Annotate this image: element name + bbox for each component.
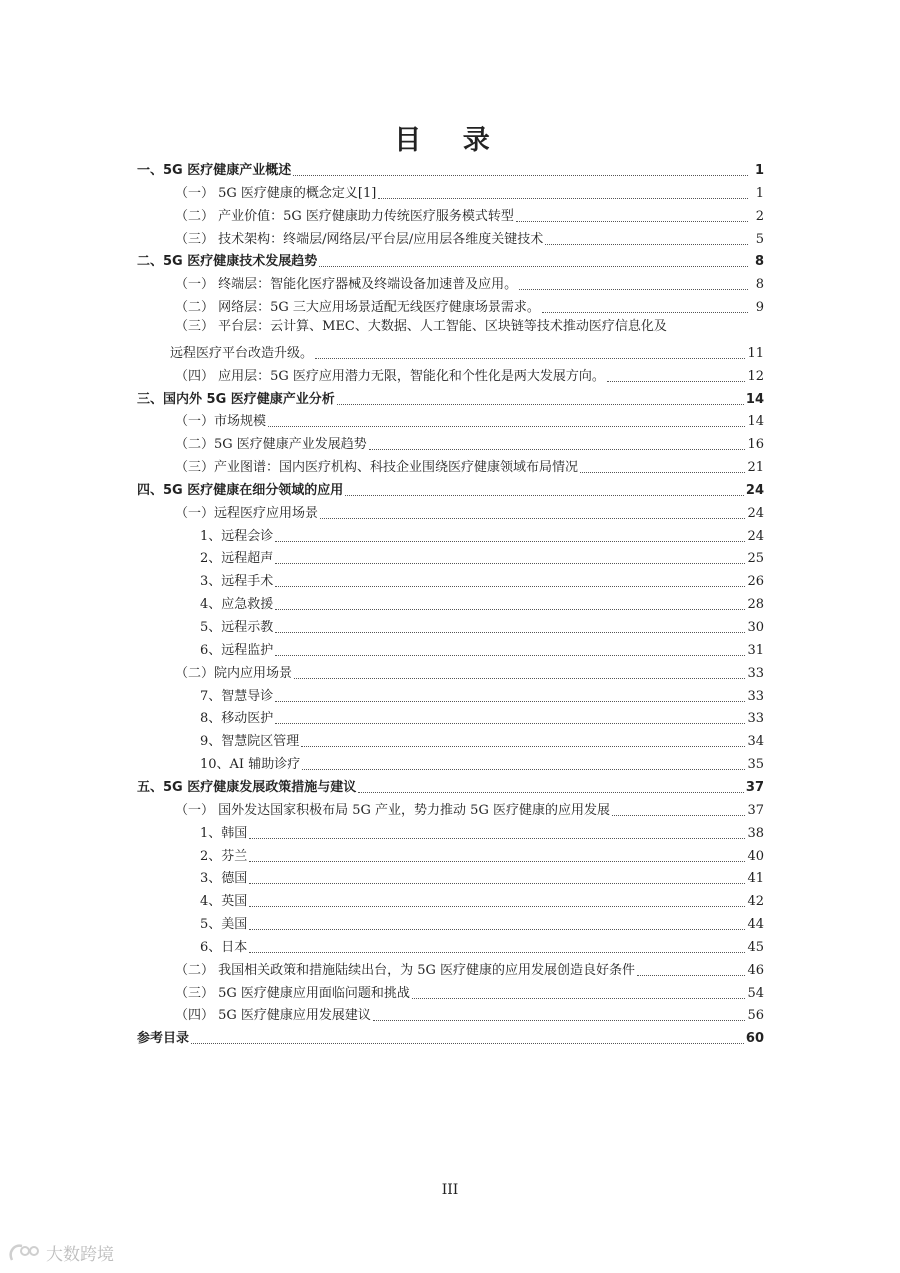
toc-entry[interactable]: [175, 661, 764, 683]
toc-page-number: 24: [747, 506, 764, 521]
toc-entry[interactable]: [200, 844, 764, 866]
toc-leader-dots: [637, 975, 745, 976]
toc-entry[interactable]: [200, 752, 764, 774]
toc-page-number: 35: [747, 757, 764, 772]
toc-page-number: 12: [747, 369, 764, 384]
toc-entry-title: 5、远程示教: [200, 620, 274, 635]
toc-page-number: 24: [747, 529, 764, 544]
toc-leader-dots: [612, 815, 745, 816]
toc-page-number: 16: [747, 437, 764, 452]
watermark-text: 大数跨境: [46, 1245, 114, 1265]
toc-leader-dots: [275, 563, 745, 564]
toc-entry-title: 4、应急救援: [200, 597, 274, 612]
toc-entry[interactable]: [200, 706, 764, 728]
toc-leader-dots: [542, 312, 748, 313]
toc-leader-dots: [249, 838, 745, 839]
toc-leader-dots: [607, 381, 746, 382]
toc-page-number: 14: [747, 414, 764, 429]
toc-leader-dots: [519, 289, 748, 290]
toc-chapter-entry[interactable]: [137, 158, 764, 180]
toc-page-number: 1: [755, 186, 764, 201]
toc-leader-dots: [580, 472, 745, 473]
toc-page-number: 26: [747, 574, 764, 589]
toc-entry-title: （一） 终端层：智能化医疗器械及终端设备加速普及应用。: [175, 277, 518, 292]
toc-entry-title: 8、移动医护: [200, 711, 274, 726]
toc-entry[interactable]: [175, 318, 764, 340]
toc-entry[interactable]: [170, 341, 764, 363]
toc-leader-dots: [191, 1043, 744, 1044]
toc-entry-title: 5、美国: [200, 917, 248, 932]
toc-entry-title: （四） 应用层：5G 医疗应用潜力无限，智能化和个性化是两大发展方向。: [175, 369, 605, 384]
toc-entry[interactable]: [200, 638, 764, 660]
toc-entry-title: （一） 国外发达国家积极布局 5G 产业，势力推动 5G 医疗健康的应用发展: [175, 803, 610, 818]
toc-entry-title: （三） 5G 医疗健康应用面临问题和挑战: [175, 986, 410, 1001]
toc-entry-title: （三）产业图谱：国内医疗机构、科技企业围绕医疗健康领域布局情况: [175, 460, 579, 475]
toc-page-number: 11: [747, 346, 764, 361]
toc-entry-title: 3、远程手术: [200, 574, 274, 589]
toc-leader-dots: [249, 883, 745, 884]
toc-leader-dots: [358, 792, 744, 793]
toc-leader-dots: [275, 586, 745, 587]
toc-entry-title: （二）5G 医疗健康产业发展趋势: [175, 437, 367, 452]
toc-entry[interactable]: [200, 866, 764, 888]
toc-entry-title: 7、智慧导诊: [200, 689, 274, 704]
toc-entry-title: 6、远程监护: [200, 643, 274, 658]
toc-entry[interactable]: [175, 181, 764, 203]
toc-page-number: 54: [747, 986, 764, 1001]
toc-entry-title: （二） 网络层：5G 三大应用场景适配无线医疗健康场景需求。: [175, 300, 540, 315]
toc-entry[interactable]: [175, 227, 764, 249]
toc-entry-title: 一、5G 医疗健康产业概述: [137, 163, 292, 178]
toc-entry-title: （四） 5G 医疗健康应用发展建议: [175, 1008, 371, 1023]
toc-chapter-entry[interactable]: [137, 478, 764, 500]
toc-leader-dots: [249, 906, 745, 907]
toc-leader-dots: [275, 541, 745, 542]
toc-leader-dots: [249, 929, 745, 930]
toc-page-number: 45: [747, 940, 764, 955]
toc-page-number: 8: [755, 277, 764, 292]
toc-leader-dots: [345, 495, 744, 496]
toc-page-number: 37: [745, 780, 764, 795]
toc-page-number: 30: [747, 620, 764, 635]
toc-entry-title: （三） 平台层：云计算、MEC、大数据、人工智能、区块链等技术推动医疗信息化及: [175, 319, 667, 334]
toc-leader-dots: [315, 358, 745, 359]
toc-entry-title: 五、5G 医疗健康发展政策措施与建议: [137, 780, 357, 795]
toc-entry-title: 三、国内外 5G 医疗健康产业分析: [137, 392, 335, 407]
toc-page-number: 56: [747, 1008, 764, 1023]
toc-leader-dots: [516, 221, 748, 222]
toc-entry[interactable]: [200, 729, 764, 751]
toc-chapter-entry[interactable]: [137, 1026, 764, 1048]
toc-page-number: 38: [747, 826, 764, 841]
watermark-logo-icon: [8, 1242, 42, 1264]
toc-leader-dots: [545, 244, 748, 245]
toc-page-number: 1: [754, 163, 764, 178]
toc-entry[interactable]: [200, 889, 764, 911]
toc-page-number: 33: [747, 711, 764, 726]
toc-page-number: 25: [747, 551, 764, 566]
toc-page-number: 37: [747, 803, 764, 818]
toc-chapter-entry[interactable]: [137, 249, 764, 271]
toc-entry[interactable]: [175, 501, 764, 523]
toc-page-number: 21: [747, 460, 764, 475]
toc-entry-title: （三） 技术架构：终端层/网络层/平台层/应用层各维度关键技术: [175, 232, 544, 247]
toc-entry[interactable]: [175, 981, 764, 1003]
toc-entry[interactable]: [200, 569, 764, 591]
toc-page-number: 9: [755, 300, 764, 315]
toc-entry-title: （一）市场规模: [175, 414, 267, 429]
toc-entry[interactable]: [200, 912, 764, 934]
toc-page-number: 2: [755, 209, 764, 224]
toc-chapter-entry[interactable]: [137, 775, 764, 797]
toc-entry[interactable]: [200, 935, 764, 957]
toc-page-number: 44: [747, 917, 764, 932]
toc-entry[interactable]: [175, 272, 764, 294]
toc-leader-dots: [319, 266, 748, 267]
toc-page-number: 60: [745, 1031, 764, 1046]
toc-entry[interactable]: [175, 1003, 764, 1025]
toc-page-number: 5: [755, 232, 764, 247]
toc-entry[interactable]: [175, 409, 764, 431]
toc-leader-dots: [337, 404, 744, 405]
toc-leader-dots: [373, 1020, 746, 1021]
page-title: 目 录: [394, 125, 506, 156]
toc-page-number: 42: [747, 894, 764, 909]
toc-entry[interactable]: [175, 432, 764, 454]
toc-entry-title: （二） 产业价值：5G 医疗健康助力传统医疗服务模式转型: [175, 209, 514, 224]
toc-entry-title: 10、AI 辅助诊疗: [200, 757, 301, 772]
toc-page-number: 28: [747, 597, 764, 612]
toc-entry-title: 二、5G 医疗健康技术发展趋势: [137, 254, 318, 269]
toc-leader-dots: [275, 701, 745, 702]
toc-leader-dots: [275, 723, 745, 724]
toc-entry[interactable]: [175, 295, 764, 317]
toc-page-number: 8: [754, 254, 764, 269]
toc-entry-title: 2、芬兰: [200, 849, 248, 864]
toc-entry-title: 4、英国: [200, 894, 248, 909]
toc-entry-title: （二） 我国相关政策和措施陆续出台，为 5G 医疗健康的应用发展创造良好条件: [175, 963, 636, 978]
toc-entry[interactable]: [200, 592, 764, 614]
toc-entry-title: 参考目录: [137, 1031, 190, 1046]
toc-entry[interactable]: [200, 615, 764, 637]
toc-leader-dots: [412, 998, 746, 999]
toc-page-number: 33: [747, 689, 764, 704]
toc-entry[interactable]: [200, 524, 764, 546]
toc-leader-dots: [275, 609, 745, 610]
toc-entry-title: 9、智慧院区管理: [200, 734, 300, 749]
toc-entry[interactable]: [200, 546, 764, 568]
toc-leader-dots: [293, 175, 748, 176]
toc-page-number: 31: [747, 643, 764, 658]
toc-leader-dots: [301, 746, 745, 747]
toc-entry[interactable]: [175, 798, 764, 820]
toc-entry-title: 远程医疗平台改造升级。: [170, 346, 314, 361]
toc-entry-title: （二）院内应用场景: [175, 666, 293, 681]
toc-leader-dots: [302, 769, 745, 770]
toc-entry-title: 1、韩国: [200, 826, 248, 841]
toc-page-number: 33: [747, 666, 764, 681]
toc-entry-title: 2、远程超声: [200, 551, 274, 566]
toc-entry[interactable]: [200, 684, 764, 706]
toc-leader-dots: [320, 518, 745, 519]
toc-leader-dots: [275, 655, 745, 656]
page-number: III: [441, 1182, 459, 1198]
toc-page-number: 40: [747, 849, 764, 864]
toc-entry-title: 3、德国: [200, 871, 248, 886]
toc-page-number: 34: [747, 734, 764, 749]
toc-entry[interactable]: [200, 821, 764, 843]
toc-leader-dots: [369, 449, 746, 450]
toc-entry-title: （一）远程医疗应用场景: [175, 506, 319, 521]
toc-entry-title: 6、日本: [200, 940, 248, 955]
toc-chapter-entry[interactable]: [137, 387, 764, 409]
toc-leader-dots: [378, 198, 748, 199]
toc-leader-dots: [249, 861, 745, 862]
toc-entry[interactable]: [175, 455, 764, 477]
toc-page-number: 41: [747, 871, 764, 886]
toc-entry-title: （一） 5G 医疗健康的概念定义[1]: [175, 186, 377, 201]
toc-leader-dots: [294, 678, 745, 679]
toc-entry-title: 四、5G 医疗健康在细分领域的应用: [137, 483, 344, 498]
toc-entry[interactable]: [175, 364, 764, 386]
toc-page-number: 24: [745, 483, 764, 498]
toc-page-number: 46: [747, 963, 764, 978]
toc-leader-dots: [268, 426, 745, 427]
toc-leader-dots: [275, 632, 745, 633]
watermark: [8, 1240, 114, 1265]
toc-page-number: 14: [745, 392, 764, 407]
toc-leader-dots: [249, 952, 745, 953]
toc-entry[interactable]: [175, 204, 764, 226]
toc-entry-title: 1、远程会诊: [200, 529, 274, 544]
toc-entry[interactable]: [175, 958, 764, 980]
